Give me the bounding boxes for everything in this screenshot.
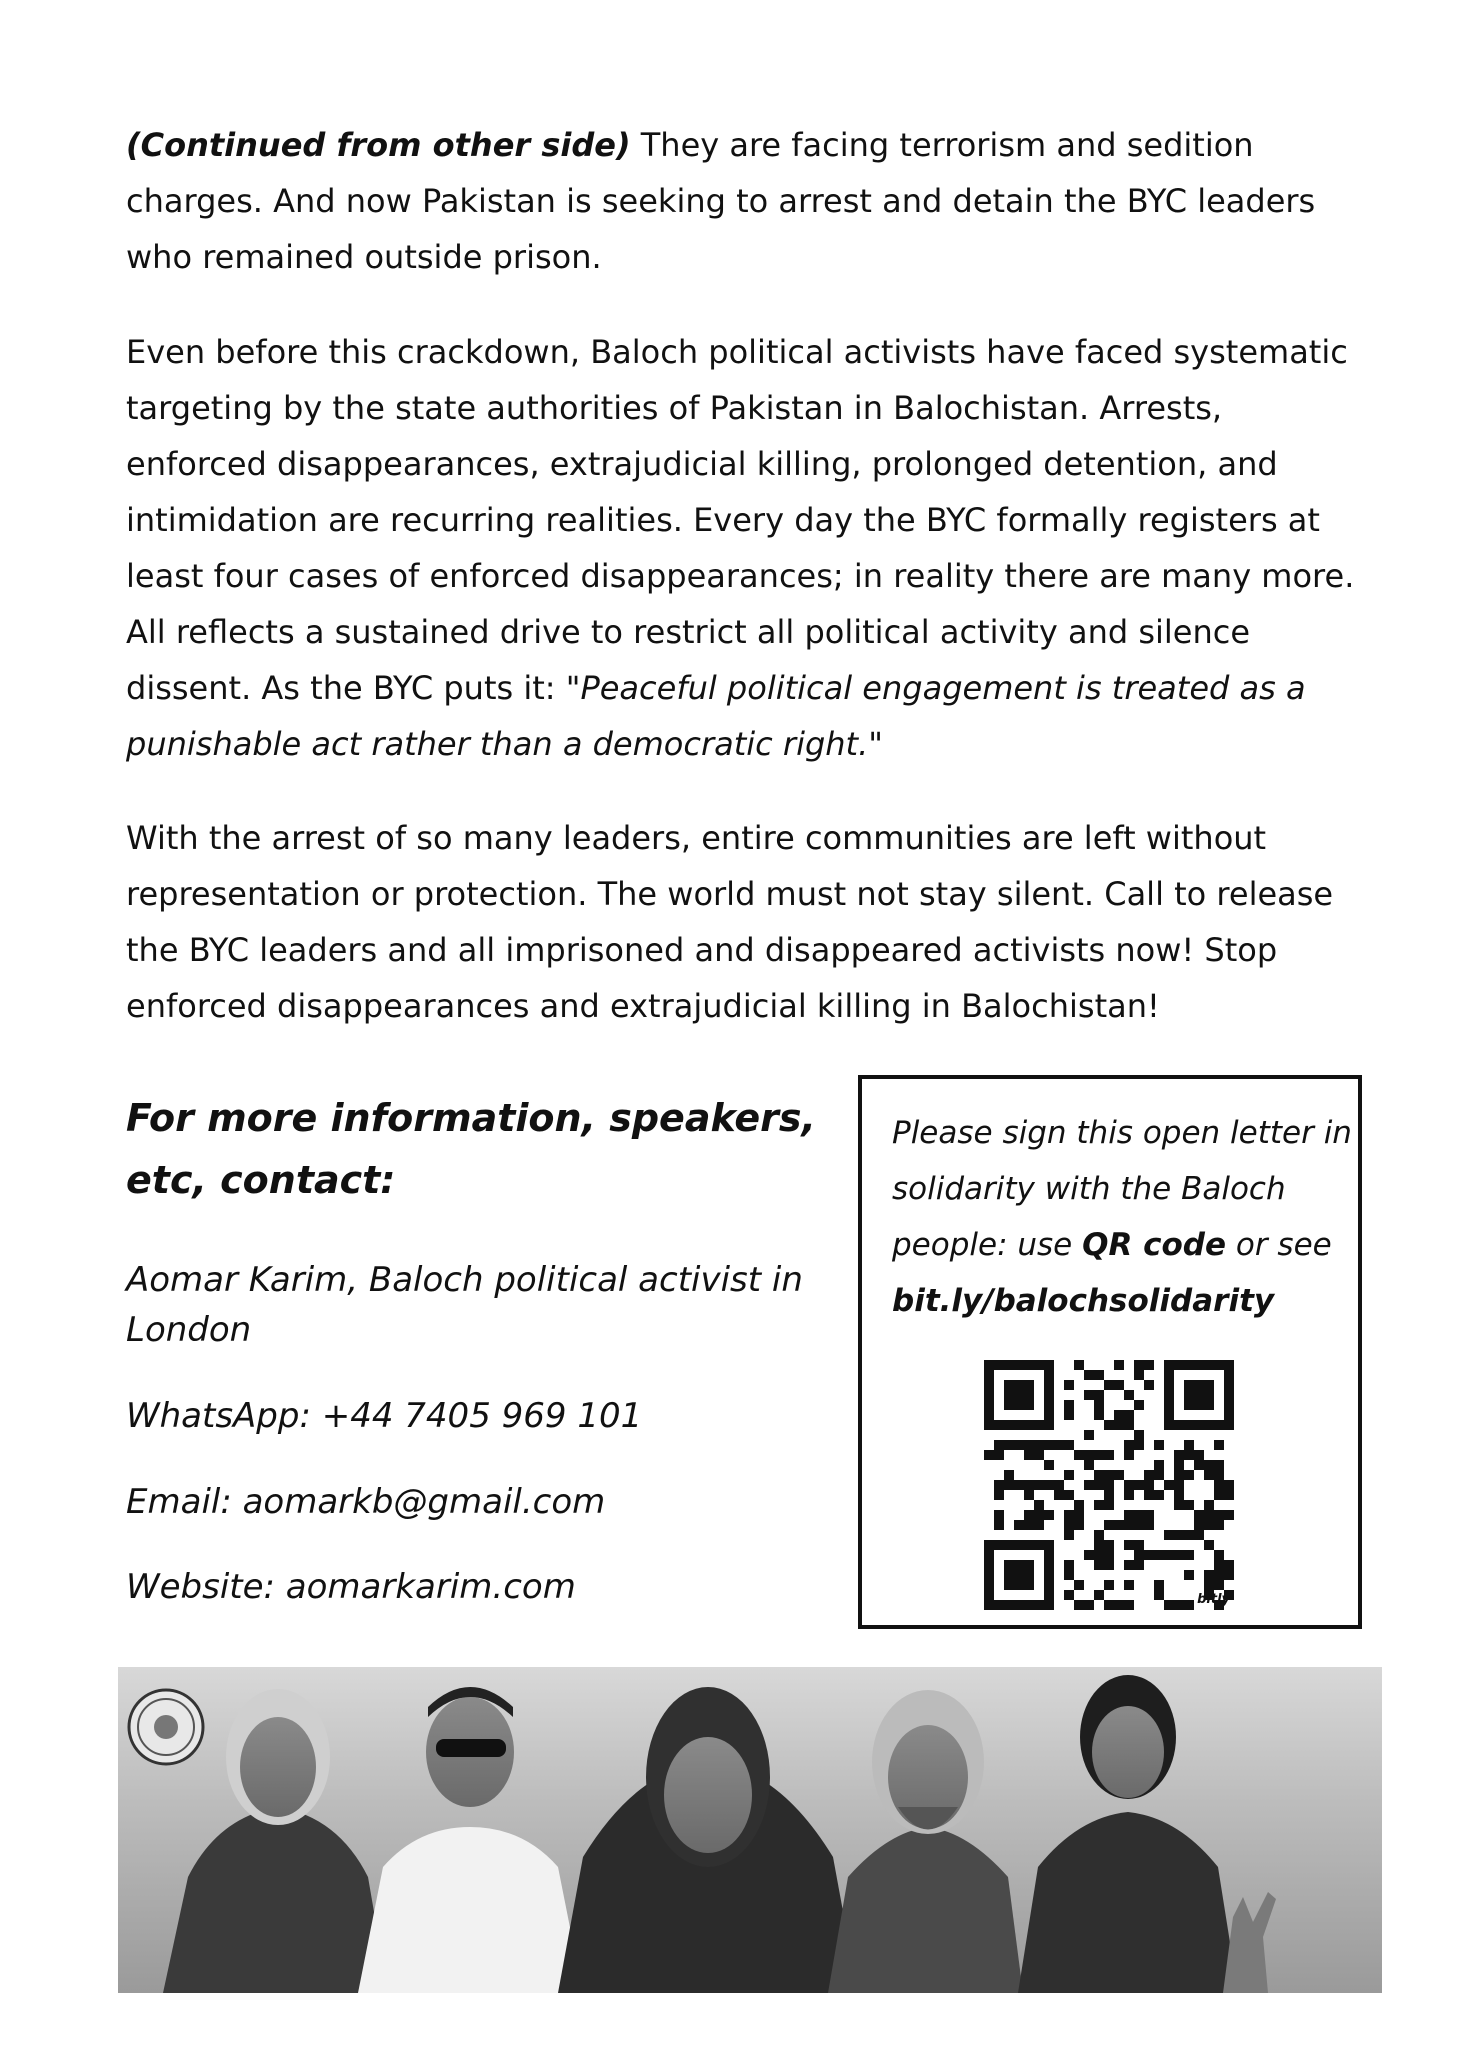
qr-code-icon[interactable]	[984, 1360, 1234, 1610]
paragraph-continued	[126, 117, 1366, 285]
person-3	[558, 1687, 858, 1993]
byc-quote: "Peaceful political engagement is treated as a punishable act rather than a democratic right."	[126, 669, 1306, 763]
sign-text-2: or see	[1226, 1227, 1332, 1263]
byc-leaders-photo	[118, 1667, 1382, 1993]
sign-letter-text	[892, 1105, 1352, 1329]
continued-lead: (Continued from other side)	[126, 126, 631, 164]
contact-whatsapp: WhatsApp: +44 7405 969 101	[126, 1396, 643, 1436]
contact-heading: For more information, speakers, etc, contact:	[126, 1096, 816, 1202]
sign-text-1: Please sign this open letter in solidarity with the Baloch people: use	[892, 1115, 1352, 1263]
paragraph-1-text: They are facing terrorism and sedition charges. And now Pakistan is seeking to arrest and detain the BYC leaders who remained outside prison.	[126, 126, 1316, 276]
bitly-logo: bitly	[1197, 1592, 1230, 1607]
paragraph-call-to-action: With the arrest of so many leaders, entire communities are left without representation or protection. The world must not stay silent. Call to release the BYC leaders and all imprisoned and disappeared activists now! Stop enforced disappearances and extrajudicial killing in Balochistan!	[126, 819, 1334, 1025]
contact-name: Aomar Karim, Baloch political activist in London	[126, 1260, 803, 1350]
person-4	[828, 1690, 1023, 1993]
solidarity-link[interactable]: bit.ly/balochsolidarity	[892, 1283, 1275, 1319]
paragraph-crackdown	[126, 324, 1366, 772]
contact-email: Email: aomarkb@gmail.com	[126, 1482, 606, 1522]
paragraph-2-text: Even before this crackdown, Baloch political activists have faced systematic targeting by the state authorities of Pakistan in Balochistan. Arrests, enforced disappearances, extrajudicial killing, prolonged detention, and intimidation are recurring realities. Every day the BYC formally registers at least four cases of enforced disappearances; in reality there are many more. All reflects a sustained drive to restrict all political activity and silence dissent. As the BYC puts it:	[126, 333, 1355, 707]
byc-logo-icon	[129, 1690, 203, 1764]
person-2	[358, 1687, 583, 1993]
person-5	[1018, 1675, 1276, 1993]
qr-code-label: QR code	[1082, 1227, 1227, 1263]
sign-letter-box	[858, 1075, 1362, 1629]
contact-website: Website: aomarkarim.com	[126, 1567, 576, 1607]
